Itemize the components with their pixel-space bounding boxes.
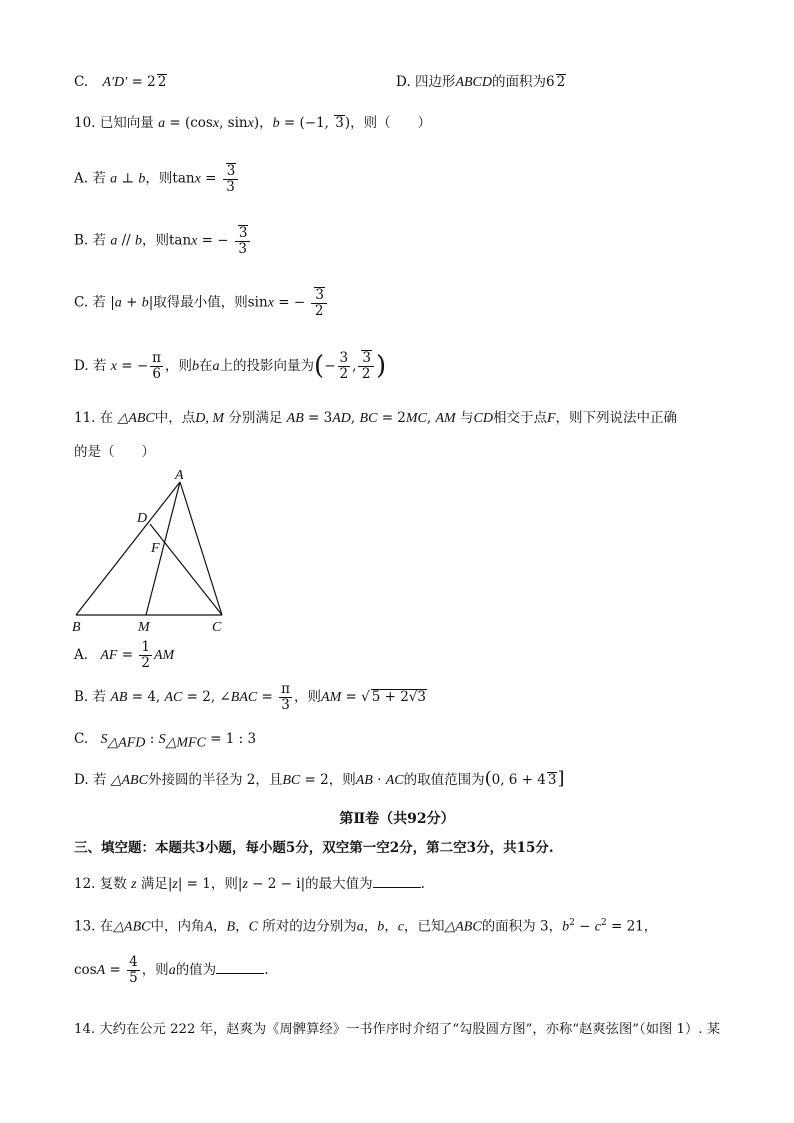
section-title: 第Ⅱ卷（共92分）: [339, 811, 455, 827]
question-text: 的值为: [175, 962, 217, 978]
label-a: A: [175, 468, 184, 483]
segment-cd: [150, 524, 222, 615]
side-ac: [180, 482, 222, 615]
q12: 12. 复数 z 满足|z| = 1，则|z − 2 − i|的最大值为 .: [74, 876, 425, 892]
option-text: ，则: [142, 232, 169, 249]
side-ab: [76, 482, 180, 615]
q10-option-b: B. 若 a // b，则tanx = − $\frac{3}{3}$: [74, 225, 252, 257]
question-text: 11. 在: [74, 410, 114, 426]
option-text: 外接圆的半径为 2，且: [147, 772, 283, 788]
question-text: 中，点: [154, 410, 196, 426]
answer-blank[interactable]: [373, 875, 421, 888]
q10-stem: 10. 已知向量 a = (cosx, sinx)，b = (−1, 3)，则（ ）: [74, 115, 432, 131]
option-text: 的取值范围为: [403, 772, 485, 788]
question-text: ，则下列说法中正确: [555, 410, 678, 426]
q9-option-c: C. A′D′ = 2 2: [74, 74, 167, 90]
question-text: ，则（ ）: [350, 115, 432, 131]
q11-option-c: C. $S_{\triangle AFD}$ : $S_{\triangle MFC} = 1$ : 3: [74, 731, 257, 751]
q10-option-c: C. 若 |a + b|取得最小值，则sinx = − $\frac{3}{2}$: [74, 287, 329, 319]
option-label: B. 若: [74, 689, 107, 705]
question-text: 所对的边分别为: [262, 918, 357, 935]
label-b: B: [72, 620, 81, 634]
question-text: .: [420, 876, 425, 892]
question-text: 的是（ ）: [74, 444, 155, 460]
question-text: 与: [460, 410, 474, 426]
question-text: 满足: [140, 876, 168, 892]
q11-option-a: A. AF = $\frac{1}{2}$ AM: [74, 639, 175, 671]
question-text: 12. 复数: [74, 876, 127, 892]
question-text: 的面积为 3，: [481, 918, 563, 935]
option-label: A. 若: [74, 170, 106, 187]
q11-option-b: B. 若 AB = 4, AC = 2, ∠BAC = $\frac{\pi}{3}$ ，则AM = √ 5 + 2√3: [74, 681, 426, 713]
option-label: C.: [74, 731, 89, 747]
triangle-figure: [66, 466, 236, 634]
section-heading: 三、填空题：本题共3小题，每小题5分，双空第一空2分，第二空3分，共15分.: [74, 840, 554, 856]
option-label: C.: [74, 74, 89, 90]
option-text: ，则: [165, 357, 193, 374]
option-label: B. 若: [74, 232, 107, 249]
question-text: .: [264, 962, 269, 978]
option-label: C. 若: [74, 294, 106, 311]
q14: 14. 大约在公元 222 年，赵爽为《周髀算经》一书作序时介绍了“勾股圆方图”，亦称“赵爽弦图”（如图 1）. 某: [74, 1022, 721, 1037]
q9-option-d: D. 四边形ABCD的面积为6 2: [396, 74, 566, 90]
label-c: C: [212, 620, 222, 634]
option-label: D. 若: [74, 772, 107, 788]
question-text: 10. 已知向量: [74, 115, 154, 131]
question-text: 中，内角: [150, 918, 205, 935]
question-text: 13. 在: [74, 918, 114, 935]
option-text: 上的投影向量为: [219, 357, 315, 374]
label-d: D: [137, 511, 148, 526]
option-text: 在: [199, 357, 213, 374]
question-text: ，则: [210, 876, 238, 892]
option-text: ，则: [294, 689, 322, 705]
q10-option-d: D. 若 x = − $\frac{\pi}{6}$ ，则b在a上的投影向量为(− $\frac{3}{2}$ , $\frac{3}{2}$ ): [74, 349, 387, 383]
q13-line1: 13. 在△ABC中，内角A，B，C 所对的边分别为a，b，c，已知△ABC的面积为 3，$b^2 - c^2 = 21$，: [74, 918, 658, 935]
option-text: 取得最小值，则: [153, 294, 248, 311]
option-text: 的面积为: [492, 74, 546, 90]
question-text: 分别满足: [228, 410, 283, 426]
q13-line2: cosA = $\frac{4}{5}$ ，则a的值为 .: [74, 954, 269, 986]
answer-blank[interactable]: [216, 961, 264, 974]
q10-option-a: A. 若 a ⊥ b，则tanx = $\frac{3}{3}$: [74, 163, 240, 195]
question-text: 相交于点: [492, 410, 547, 426]
q11-stem-line2: [74, 444, 155, 461]
question-text: ，则: [141, 962, 169, 978]
option-text: ，则: [145, 170, 173, 187]
label-m: M: [138, 620, 150, 634]
option-label: D.: [396, 74, 411, 90]
question-text: ，已知: [403, 918, 445, 935]
option-label: A.: [74, 647, 89, 663]
question-text: 的最大值为: [305, 876, 373, 892]
label-f: F: [151, 541, 160, 556]
option-text: ，则: [328, 772, 356, 788]
q11-stem-line1: 11. 在 △ABC中，点D, M 分别满足 AB = 3AD, BC = 2MC, AM 与CD相交于点F，则下列说法中正确: [74, 410, 678, 426]
option-text: 四边形: [414, 74, 456, 90]
option-label: D. 若: [74, 357, 107, 374]
q11-option-d: D. 若 △ABC外接圆的半径为 2，且BC = 2，则AB · AC的取值范围为(0, 6 + 4 3]: [74, 768, 565, 789]
